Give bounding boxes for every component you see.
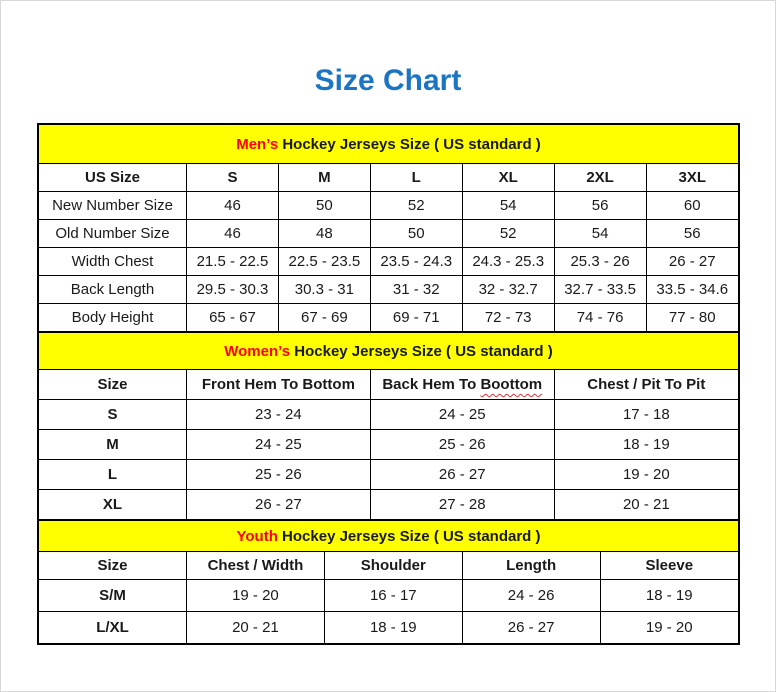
size-value-cell: 23.5 - 24.3 [370, 248, 462, 276]
size-value-cell: 19 - 20 [554, 460, 738, 490]
mens-banner-row [39, 125, 738, 164]
mens-header-row [39, 164, 738, 192]
size-value-cell: 22.5 - 23.5 [278, 248, 370, 276]
size-value-cell: 26 - 27 [370, 460, 554, 490]
size-value-cell: 32 - 32.7 [462, 276, 554, 304]
youth-banner-row [39, 521, 738, 552]
size-value-cell: 24 - 25 [186, 430, 370, 460]
size-value-cell: 50 [278, 192, 370, 220]
mens-data-row [39, 220, 738, 248]
size-value-cell: 18 - 19 [554, 430, 738, 460]
row-label: L/XL [39, 612, 186, 644]
row-label: Width Chest [39, 248, 187, 276]
size-value-cell: 30.3 - 31 [278, 276, 370, 304]
column-header: Size [39, 552, 186, 580]
column-header: 3XL [646, 164, 738, 192]
mens-banner-highlight: Men’s [236, 135, 279, 153]
row-label: M [39, 430, 186, 460]
size-value-cell: 25.3 - 26 [554, 248, 646, 276]
size-value-cell: 17 - 18 [554, 400, 738, 430]
size-value-cell: 24 - 26 [462, 580, 600, 612]
size-value-cell: 29.5 - 30.3 [187, 276, 279, 304]
youth-data-row [39, 612, 738, 644]
size-value-cell: 46 [187, 220, 279, 248]
size-value-cell: 20 - 21 [186, 612, 324, 644]
size-value-cell: 33.5 - 34.6 [646, 276, 738, 304]
row-label: Body Height [39, 304, 187, 332]
size-value-cell: 18 - 19 [600, 580, 738, 612]
womens-data-row [39, 490, 738, 520]
size-value-cell: 24 - 25 [370, 400, 554, 430]
row-label: S [39, 400, 186, 430]
row-label: XL [39, 490, 186, 520]
size-value-cell: 56 [646, 220, 738, 248]
size-value-cell: 60 [646, 192, 738, 220]
column-header: Shoulder [324, 552, 462, 580]
mens-data-row [39, 276, 738, 304]
youth-data-row [39, 580, 738, 612]
youth-header-row [39, 552, 738, 580]
size-value-cell: 72 - 73 [462, 304, 554, 332]
column-header: Chest / Pit To Pit [554, 370, 738, 400]
row-label: Old Number Size [39, 220, 187, 248]
column-header: US Size [39, 164, 187, 192]
size-value-cell: 16 - 17 [324, 580, 462, 612]
mens-data-row [39, 248, 738, 276]
row-label: L [39, 460, 186, 490]
size-value-cell: 52 [370, 192, 462, 220]
womens-banner [39, 333, 738, 370]
column-header: Front Hem To Bottom [186, 370, 370, 400]
size-value-cell: 24.3 - 25.3 [462, 248, 554, 276]
size-value-cell: 32.7 - 33.5 [554, 276, 646, 304]
row-label: New Number Size [39, 192, 187, 220]
size-value-cell: 26 - 27 [186, 490, 370, 520]
womens-size-table [39, 332, 738, 520]
womens-banner-highlight: Women’s [224, 342, 291, 360]
size-value-cell: 56 [554, 192, 646, 220]
size-value-cell: 50 [370, 220, 462, 248]
youth-banner-text: Hockey Jerseys Size ( US standard ) [277, 527, 541, 545]
column-header: 2XL [554, 164, 646, 192]
size-value-cell: 74 - 76 [554, 304, 646, 332]
size-value-cell: 26 - 27 [462, 612, 600, 644]
size-value-cell: 48 [278, 220, 370, 248]
column-header: Back Hem To Boottom [370, 370, 554, 400]
column-header: Size [39, 370, 186, 400]
womens-data-row [39, 430, 738, 460]
womens-banner-text: Hockey Jerseys Size ( US standard ) [290, 342, 553, 360]
youth-size-table [39, 520, 738, 643]
column-header: S [187, 164, 279, 192]
size-value-cell: 20 - 21 [554, 490, 738, 520]
column-header: M [278, 164, 370, 192]
womens-data-row [39, 400, 738, 430]
size-value-cell: 77 - 80 [646, 304, 738, 332]
size-value-cell: 26 - 27 [646, 248, 738, 276]
mens-banner-text: Hockey Jerseys Size ( US standard ) [278, 135, 541, 153]
size-value-cell: 54 [462, 192, 554, 220]
mens-data-row [39, 304, 738, 332]
size-value-cell: 27 - 28 [370, 490, 554, 520]
size-value-cell: 31 - 32 [370, 276, 462, 304]
womens-banner-row [39, 333, 738, 370]
column-header: XL [462, 164, 554, 192]
womens-data-row [39, 460, 738, 490]
misspelled-word: Boottom [480, 376, 543, 393]
size-value-cell: 19 - 20 [600, 612, 738, 644]
youth-banner [39, 521, 738, 552]
size-value-cell: 25 - 26 [370, 430, 554, 460]
size-value-cell: 18 - 19 [324, 612, 462, 644]
mens-data-row [39, 192, 738, 220]
size-value-cell: 19 - 20 [186, 580, 324, 612]
size-value-cell: 52 [462, 220, 554, 248]
size-value-cell: 25 - 26 [186, 460, 370, 490]
row-label: Back Length [39, 276, 187, 304]
size-value-cell: 21.5 - 22.5 [187, 248, 279, 276]
size-value-cell: 54 [554, 220, 646, 248]
womens-header-row [39, 370, 738, 400]
column-header: Sleeve [600, 552, 738, 580]
size-value-cell: 46 [187, 192, 279, 220]
column-header: L [370, 164, 462, 192]
column-header: Chest / Width [186, 552, 324, 580]
mens-banner [39, 125, 738, 164]
column-header: Length [462, 552, 600, 580]
size-value-cell: 69 - 71 [370, 304, 462, 332]
size-table-container [37, 123, 740, 645]
size-value-cell: 65 - 67 [187, 304, 279, 332]
mens-size-table [39, 125, 738, 332]
row-label: S/M [39, 580, 186, 612]
page-title: Size Chart [314, 64, 462, 97]
size-value-cell: 67 - 69 [278, 304, 370, 332]
youth-banner-highlight: Youth [236, 527, 278, 545]
size-value-cell: 23 - 24 [186, 400, 370, 430]
